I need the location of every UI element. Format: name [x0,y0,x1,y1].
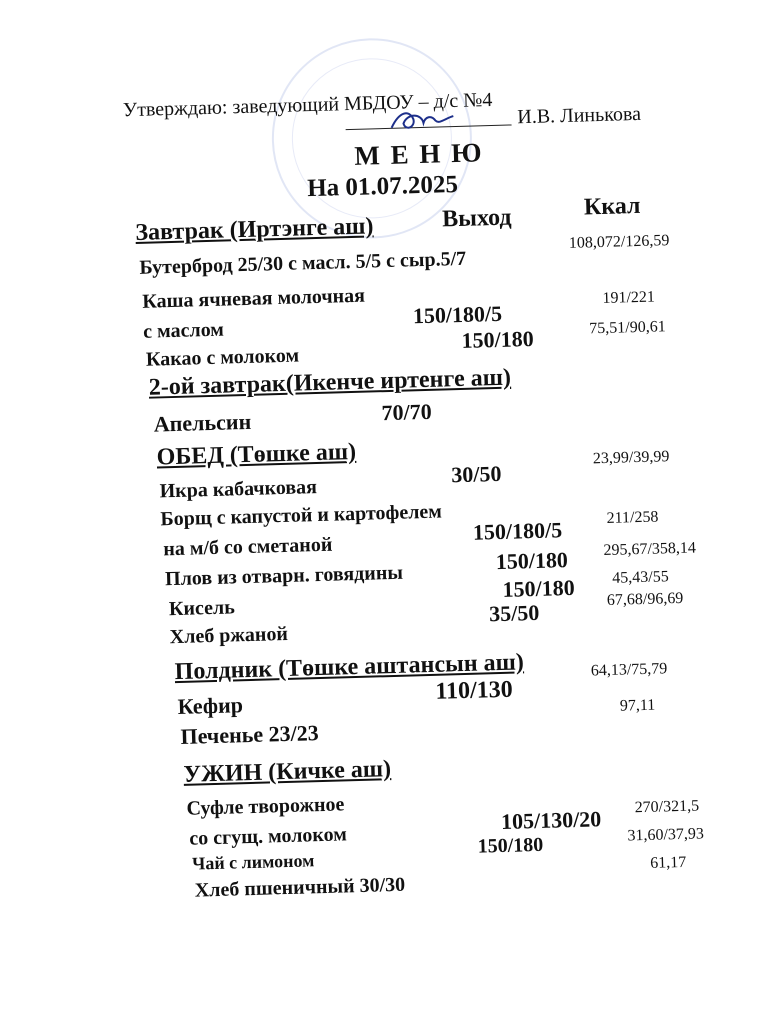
dinner-item-name: Суфле творожное [186,793,345,820]
breakfast-item-name: Бутерброд 25/30 с масл. 5/5 с сыр.5/7 [139,247,467,279]
lunch-item-kcal: 211/258 [606,508,659,527]
column-kcal-header: Ккал [583,192,641,221]
second-breakfast-item-output: 70/70 [381,398,433,426]
dinner-item-kcal: 270/321,5 [634,797,700,817]
lunch-item-name: на м/б со сметаной [162,533,333,561]
signer-name: И.В. Линькова [517,102,642,129]
second-breakfast-item-name: Апельсин [153,408,252,437]
section-snack-title: Полдник (Төшке аштансын аш) [174,649,525,686]
dinner-item-name: Чай с лимоном [191,850,315,874]
lunch-item-output: 150/180/5 [472,517,563,545]
breakfast-item-output: 150/180 [461,325,535,353]
menu-date: На 01.07.2025 [306,170,459,203]
dinner-item-kcal: 31,60/37,93 [627,825,705,845]
menu-title: М Е Н Ю [353,137,484,171]
lunch-item-output: 35/50 [488,599,540,627]
dinner-item-name: со сгущ. молоком [189,823,348,850]
breakfast-item-kcal: 191/221 [602,288,656,307]
dinner-item-kcal: 61,17 [650,853,687,872]
dinner-item-output: 105/130/20 [500,806,602,835]
snack-item-name: Печенье 23/23 [180,720,320,749]
approval-line: Утверждаю: заведующий МБДОУ – д/с №4 [122,88,493,122]
snack-item-kcal: 64,13/75,79 [590,660,668,680]
breakfast-item-name: Какао с молоком [145,344,300,371]
breakfast-item-name: Каша ячневая молочная [142,284,366,313]
section-breakfast-title: Завтрак (Иртэнге аш) [135,213,374,246]
lunch-item-output: 150/180 [502,574,575,602]
snack-item-name: Кефир [177,692,244,720]
section-lunch-title: ОБЕД (Төшке аш) [156,438,357,471]
snack-item-kcal: 97,11 [619,696,656,715]
breakfast-item-kcal: 75,51/90,61 [589,318,666,338]
lunch-item-kcal: 295,67/358,14 [603,539,697,560]
lunch-item-name: Борщ с капустой и картофелем [160,500,443,531]
lunch-item-output: 30/50 [450,460,502,488]
dinner-item-output: 150/180 [477,833,544,858]
breakfast-item-kcal: 108,072/126,59 [568,232,670,252]
section-dinner-title: УЖИН (Кичке аш) [183,756,392,788]
lunch-item-name: Икра кабачковая [159,476,318,503]
dinner-item-name: Хлеб пшеничный 30/30 [194,873,406,902]
section-second-breakfast-title: 2-ой завтрак(Икенче иртенге аш) [148,364,512,401]
lunch-item-kcal: 45,43/55 [612,568,669,587]
lunch-item-name: Хлеб ржаной [169,622,289,649]
lunch-item-kcal: 67,68/96,69 [606,589,684,609]
lunch-item-output: 150/180 [495,547,569,575]
breakfast-item-name: с маслом [142,318,225,343]
lunch-item-kcal: 23,99/39,99 [592,448,670,468]
lunch-item-name: Плов из отварн. говядины [164,561,404,591]
snack-item-output: 110/130 [435,676,514,705]
lunch-item-name: Кисель [168,596,236,621]
column-output-header: Выход [441,204,512,233]
breakfast-item-output: 150/180/5 [412,300,503,329]
signature-icon [387,104,458,136]
